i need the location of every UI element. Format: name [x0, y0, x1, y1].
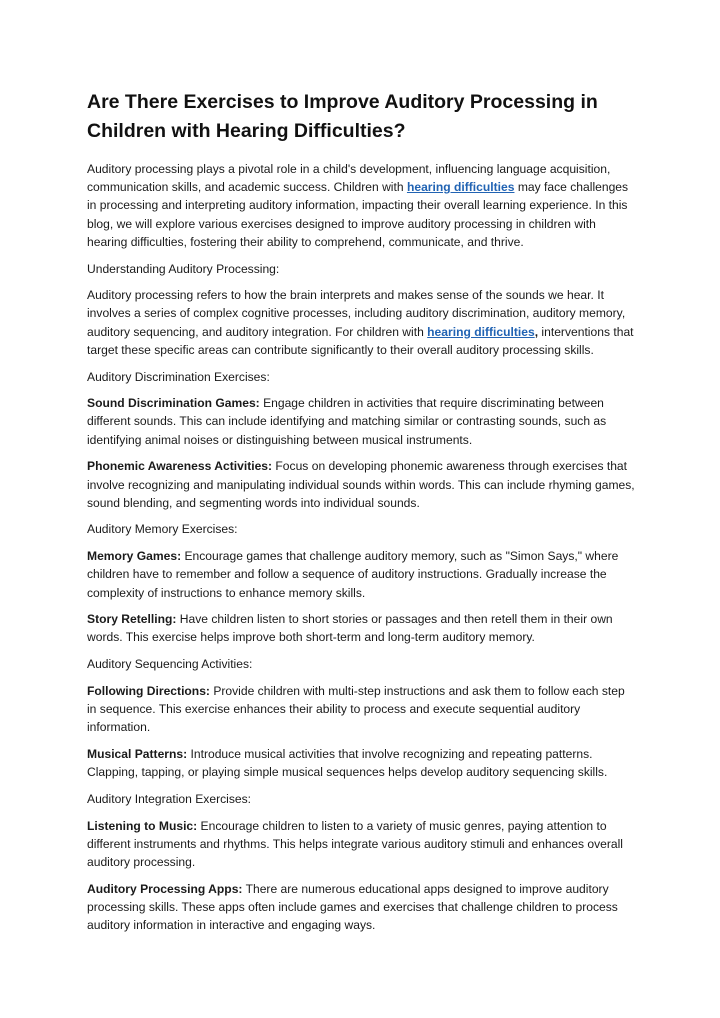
exercise-text: Focus on developing phonemic awareness through exercises that involve recognizing and manipulating individual sounds within words. This can include rhyming games, sound blending, and segmenting words into individual sounds.: [87, 459, 635, 510]
exercise-paragraph: [87, 394, 635, 449]
page-title: Are There Exercises to Improve Auditory Processing in Children with Hearing Difficulties?: [87, 91, 598, 142]
exercise-label: Memory Games:: [87, 549, 182, 564]
exercise-paragraph: [87, 682, 635, 737]
exercise-text: There are numerous educational apps designed to improve auditory processing skills. These apps often include games and exercises that challenge children to process auditory information in interactive and engaging ways.: [87, 881, 618, 933]
exercise-text: Provide children with multi-step instructions and ask them to follow each step in sequence. This exercise enhances their ability to process and execute sequential auditory information.: [87, 683, 625, 735]
section-heading-discrimination: Auditory Discrimination Exercises:: [87, 369, 270, 384]
exercise-paragraph: [87, 745, 635, 781]
exercise-label: Sound Discrimination Games:: [87, 396, 260, 411]
hearing-difficulties-link[interactable]: hearing difficulties: [406, 180, 515, 195]
understanding-text-after: interventions that target these specific areas can contribute significantly to their overall auditory processing skills.: [87, 324, 634, 357]
intro-paragraph: [87, 160, 635, 251]
exercise-paragraph: [87, 547, 635, 602]
exercise-paragraph: [87, 880, 635, 935]
exercise-label: Listening to Music:: [87, 818, 198, 833]
exercise-text: Engage children in activities that require discriminating between different sounds. This can include identifying and matching similar or contrasting sounds, such as identifying animal noises or distinguishing between musical instruments.: [87, 396, 607, 447]
exercise-paragraph: [87, 610, 635, 646]
link-comma: ,: [534, 324, 539, 339]
exercise-label: Auditory Processing Apps:: [87, 881, 243, 896]
exercise-label: Phonemic Awareness Activities:: [87, 459, 273, 474]
document-page: [87, 88, 635, 943]
section-heading-memory: Auditory Memory Exercises:: [87, 522, 238, 537]
exercise-paragraph: [87, 457, 635, 512]
intro-text-after: may face challenges in processing and interpreting auditory information, impacting their overall learning experience. In this blog, we will explore various exercises designed to improve auditory processing in children with hearing difficulties, fostering their ability to comprehend, communicate, and thrive.: [87, 180, 629, 249]
exercise-label: Story Retelling:: [87, 612, 177, 627]
exercise-text: Introduce musical activities that involve recognizing and repeating patterns. Clapping, tapping, or playing simple musical sequences helps develop auditory sequencing skills.: [87, 746, 608, 780]
exercise-paragraph: [87, 817, 635, 872]
understanding-paragraph: [87, 286, 635, 359]
section-heading-sequencing: Auditory Sequencing Activities:: [87, 657, 253, 672]
intro-text-before: Auditory processing plays a pivotal role in a child's development, influencing language acquisition, communication skills, and academic success. Children with: [87, 162, 611, 195]
exercise-label: Following Directions:: [87, 683, 210, 698]
exercise-text: Encourage games that challenge auditory memory, such as "Simon Says," where children have to remember and follow a sequence of auditory instructions. Gradually increase the complexity of instructions to enhance memory skills.: [87, 549, 619, 600]
exercise-text: Encourage children to listen to a variety of music genres, paying attention to different instruments and rhythms. This helps integrate various auditory stimuli and enhances overall auditory processing.: [87, 818, 623, 869]
hearing-difficulties-link-2[interactable]: hearing difficulties: [427, 324, 535, 339]
section-heading-integration: Auditory Integration Exercises:: [87, 791, 252, 806]
exercise-text: Have children listen to short stories or passages and then retell them in their own words. This exercise helps improve both short-term and long-term auditory memory.: [87, 612, 613, 645]
section-heading-understanding: Understanding Auditory Processing:: [87, 261, 280, 276]
understanding-text-before: Auditory processing refers to how the brain interprets and makes sense of the sounds we hear. It involves a series of complex cognitive processes, including auditory discrimination, auditory memory, auditory sequencing, and auditory integration. For children with: [87, 288, 626, 339]
exercise-label: Musical Patterns:: [87, 746, 188, 761]
